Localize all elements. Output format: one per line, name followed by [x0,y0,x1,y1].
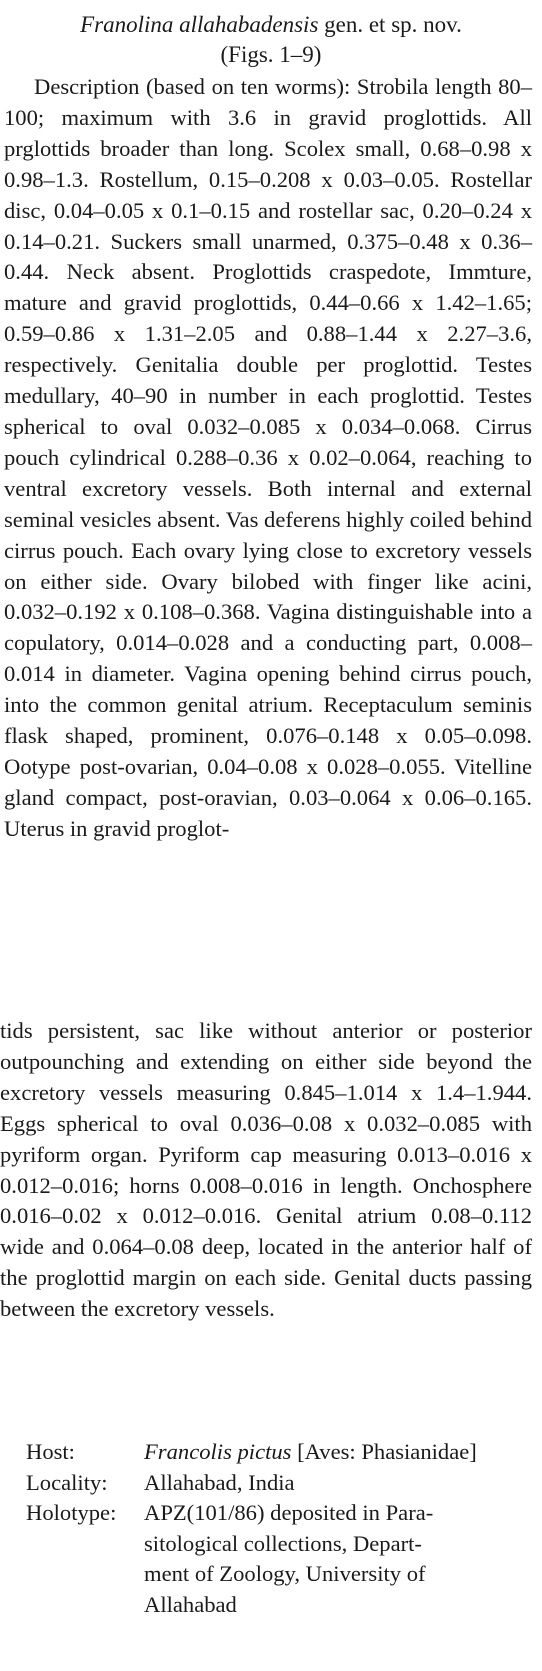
host-family: [Aves: Phasianidae] [291,1439,477,1464]
specimen-metadata [26,1437,536,1621]
holotype-row [26,1498,536,1529]
holotype-line: Allahabad [144,1591,237,1617]
taxon-status: gen. et sp. nov. [318,12,462,37]
locality-label: Locality: [26,1469,108,1495]
description-continuation: tids persistent, sac like without anterior or posterior outpounching and extending on either side beyond the excretory vessels measuring 0.845–1.014 x 1.4–1.944. Eggs spherical to oval 0.036–0.08 x 0.032–0.085 with pyriform organ. Pyriform cap measuring 0.013–0.016 x 0.012–0.016; horns 0.008–0.016 in length. Onchosphere 0.016–0.02 x 0.012–0.016. Genital atrium 0.08–0.112 wide and 0.064–0.08 deep, located in the anterior half of the proglottid margin on each side. Genital ducts passing between the excretory vessels. [0,1018,532,1322]
holotype-value: APZ(101/86) deposited in Para- [144,1500,434,1526]
species-name: Franolina allahabadensis [80,12,319,37]
host-label: Host: [26,1439,75,1464]
host-species: Francolis pictus [144,1439,292,1464]
host-value [144,1437,536,1468]
locality-value: Allahabad, India [144,1469,295,1495]
holotype-label: Holotype: [26,1500,117,1526]
holotype-line: ment of Zoology, University of [144,1561,426,1587]
locality-row [26,1468,536,1499]
host-row [26,1437,536,1468]
holotype-line: sitological collections, Depart- [144,1530,422,1556]
description-paragraph: Description (based on ten worms): Strobila length 80–100; maximum with 3.6 in gravid proglottids. All prglottids broader than long. Scolex small, 0.68–0.98 x 0.98–1.3. Rostellum, 0.15–0.208 x 0.03–0.05. Rostellar disc, 0.04–0.05 x 0.1–0.15 and rostellar sac, 0.20–0.24 x 0.14–0.21. Suckers small unarmed, 0.375–0.48 x 0.36–0.44. Neck absent. Proglottids craspedote, Immture, mature and gravid proglottids, 0.44–0.66 x 1.42–1.65; 0.59–0.86 x 1.31–2.05 and 0.88–1.44 x 2.27–3.6, respectively. Genitalia double per proglottid. Testes medullary, 40–90 in number in each proglottid. Testes spherical to oval 0.032–0.085 x 0.034–0.068. Cirrus pouch cylindrical 0.288–0.36 x 0.02–0.064, reaching to ventral excretory vessels. Both internal and external seminal vesicles absent. Vas deferens highly coiled behind cirrus pouch. Each ovary lying close to excretory vessels on either side. Ovary bilobed with finger like acini, 0.032–0.192 x 0.108–0.368. Vagina distinguishable into a copulatory, 0.014–0.028 and a conducting part, 0.008–0.014 in diameter. Vagina opening behind cirrus pouch, into the common genital atrium. Receptaculum seminis flask shaped, prominent, 0.076–0.148 x 0.05–0.098. Ootype post-ovarian, 0.04–0.08 x 0.028–0.055. Vitelline gland compact, post-oravian, 0.03–0.064 x 0.06–0.165. Uterus in gravid proglot- [4,74,532,841]
figure-reference: (Figs. 1–9) [220,42,322,67]
species-heading [0,10,542,40]
